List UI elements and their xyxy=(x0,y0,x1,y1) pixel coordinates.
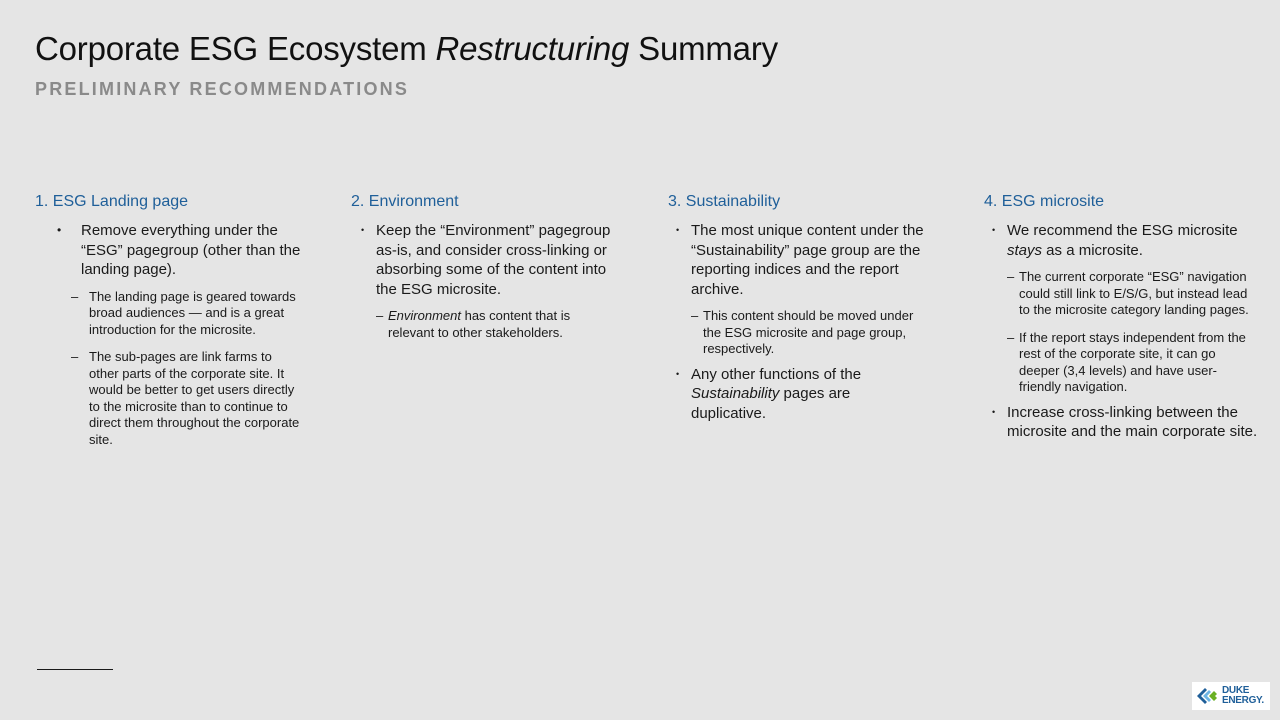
bullet-item: • We recommend the ESG microsite stays as a microsite. xyxy=(992,221,1247,260)
column-heading: 1. ESG Landing page xyxy=(35,193,189,210)
sub-bullet-item: – The landing page is geared towards broad audiences — and is a great introduction for the microsite. xyxy=(71,289,301,339)
column-heading: 4. ESG microsite xyxy=(984,193,1105,210)
column-environment xyxy=(351,192,621,341)
column-esg-microsite xyxy=(984,192,1258,442)
slide-title: Corporate ESG Ecosystem Restructuring Summary xyxy=(35,30,778,67)
duke-energy-mark-icon xyxy=(1195,685,1219,707)
bullet-item: • Any other functions of the Sustainability pages are duplicative. xyxy=(676,365,906,424)
column-sustainability xyxy=(668,192,938,423)
column-heading: 3. Sustainability xyxy=(668,193,781,210)
bullet-item: • Remove everything under the “ESG” pagegroup (other than the landing page). xyxy=(57,221,305,280)
slide-title-emphasis: Restructuring xyxy=(435,30,630,67)
bullet-item: • Increase cross-linking between the microsite and the main corporate site. xyxy=(992,403,1262,442)
footnote-divider xyxy=(37,669,113,670)
column-heading: 2. Environment xyxy=(351,193,459,210)
bullet-item: • The most unique content under the “Sustainability” page group are the reporting indices and the report archive. xyxy=(676,221,939,299)
sub-bullet-item: – If the report stays independent from the rest of the corporate site, it can go deeper (3,4 levels) and have user-friendly navigation. xyxy=(1007,330,1249,396)
duke-energy-logo xyxy=(1192,682,1270,710)
slide-subtitle: PRELIMINARY RECOMMENDATIONS xyxy=(35,79,410,99)
sub-bullet-item: – The sub-pages are link farms to other parts of the corporate site. It would be better to get users directly to the microsite than to continue to direct them throughout the corporate site. xyxy=(71,349,301,448)
sub-bullet-item: – This content should be moved under the ESG microsite and page group, respectively. xyxy=(691,308,918,358)
sub-bullet-item: – Environment has content that is relevant to other stakeholders. xyxy=(376,308,618,341)
column-esg-landing-page xyxy=(35,192,305,448)
logo-line-1: DUKE xyxy=(1222,685,1250,696)
logo-line-2: ENERGY. xyxy=(1222,695,1264,706)
sub-bullet-item: – The current corporate “ESG” navigation could still link to E/S/G, but instead lead to the microsite category landing pages. xyxy=(1007,269,1261,319)
bullet-item: • Keep the “Environment” pagegroup as-is, and consider cross-linking or absorbing some of the content into the ESG microsite. xyxy=(361,221,616,299)
